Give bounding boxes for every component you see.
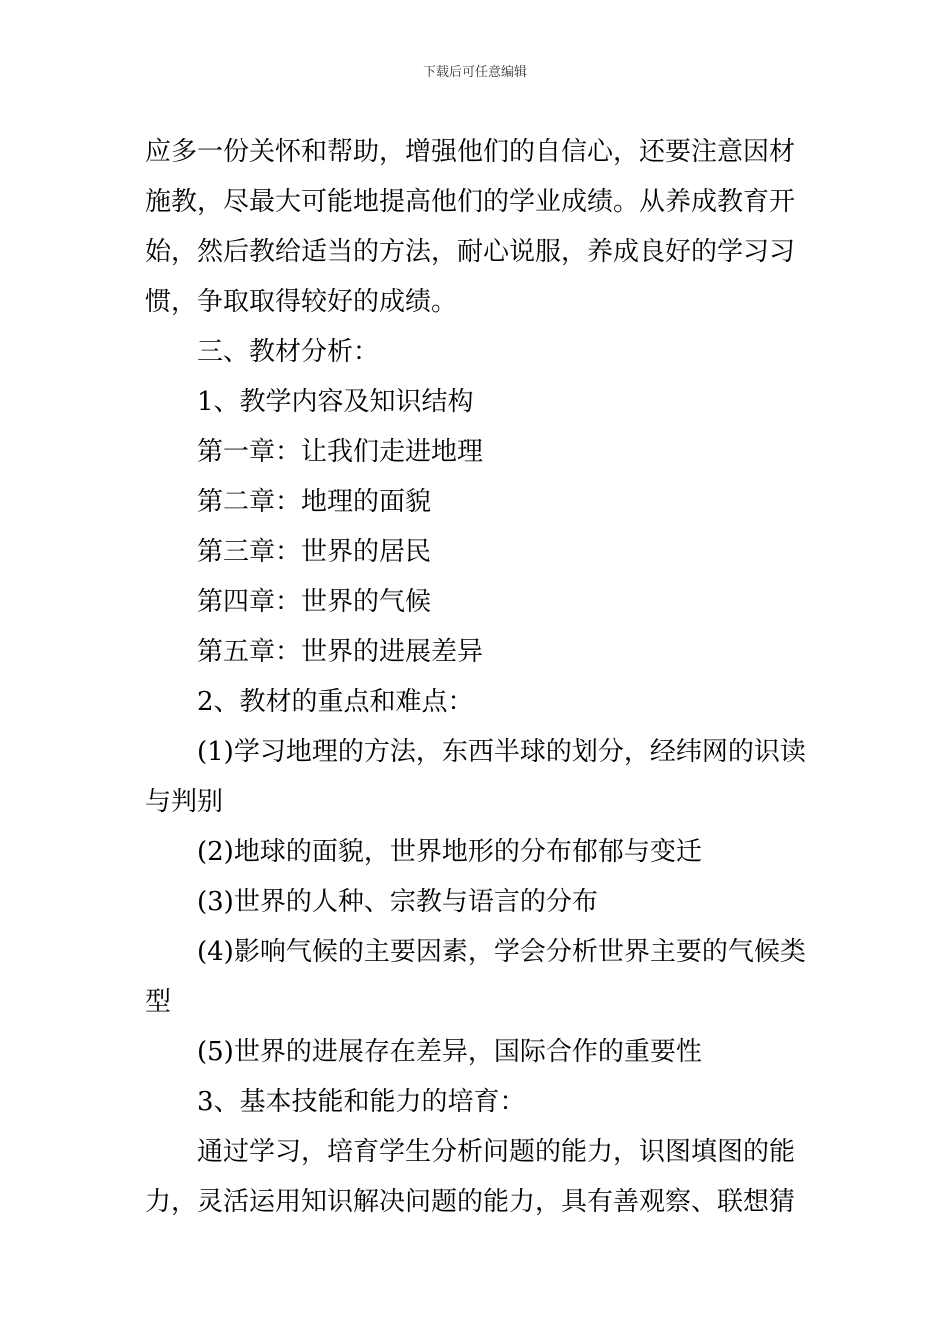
page-header-note: 下载后可任意编辑: [422, 65, 527, 80]
text-line: 始，然后教给适当的方法，耐心说服，养成良好的学习习: [145, 237, 796, 267]
chapter-item: 第二章：地理的面貌: [197, 487, 432, 517]
chapter-item: 第三章：世界的居民: [197, 537, 432, 567]
document-body: [145, 127, 810, 1227]
chapter-item: 第四章：世界的气候: [197, 587, 432, 617]
key-point-item: (4)影响气候的主要因素，学会分析世界主要的气候类: [197, 937, 806, 967]
chapter-item: 第一章：让我们走进地理: [197, 437, 484, 467]
key-point-item: (3)世界的人种、宗教与语言的分布: [197, 887, 598, 917]
section-heading: 三、教材分析：: [197, 337, 380, 367]
key-point-item: (2)地球的面貌，世界地形的分布郁郁与变迁: [197, 837, 702, 867]
paragraph-line: 通过学习，培育学生分析问题的能力，识图填图的能: [197, 1137, 796, 1167]
subsection-heading: 1、教学内容及知识结构: [197, 387, 474, 417]
key-point-continuation: 型: [145, 987, 172, 1017]
subsection-heading: 2、教材的重点和难点：: [197, 687, 474, 717]
key-point-continuation: 与判别: [145, 787, 224, 817]
text-line: 应多一份关怀和帮助，增强他们的自信心，还要注意因材: [145, 137, 796, 167]
paragraph-line: 力，灵活运用知识解决问题的能力，具有善观察、联想猜: [145, 1187, 796, 1217]
key-point-item: (5)世界的进展存在差异，国际合作的重要性: [197, 1037, 702, 1067]
text-line: 施教，尽最大可能地提高他们的学业成绩。从养成教育开: [145, 187, 796, 217]
text-line: 惯，争取取得较好的成绩。: [145, 287, 458, 317]
chapter-item: 第五章：世界的进展差异: [197, 637, 484, 667]
key-point-item: (1)学习地理的方法，东西半球的划分，经纬网的识读: [197, 737, 806, 767]
subsection-heading: 3、基本技能和能力的培育：: [197, 1087, 526, 1117]
